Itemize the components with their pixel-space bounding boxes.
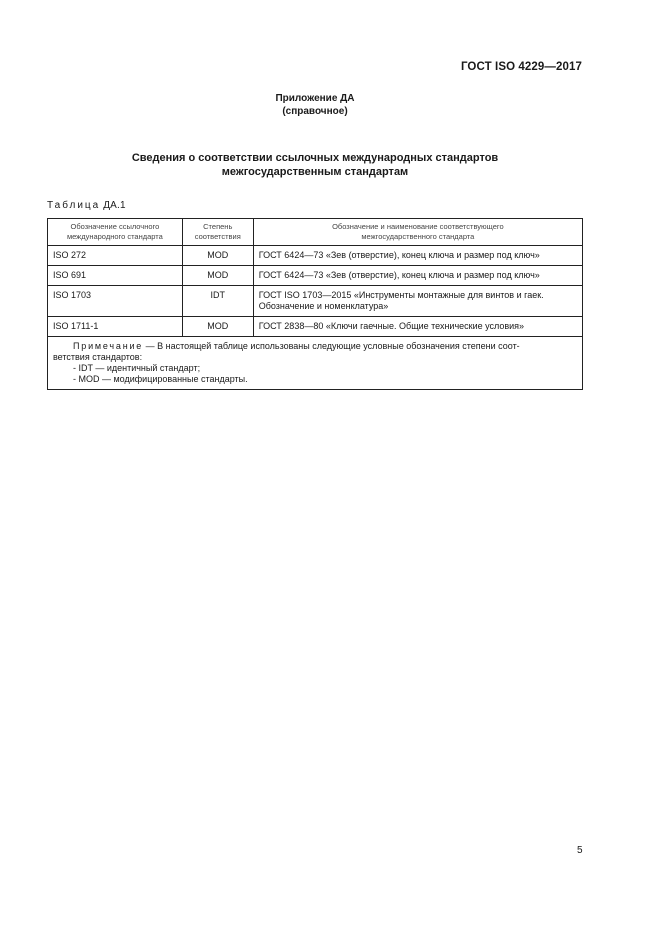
annex-type: (справочное) (282, 106, 348, 117)
document-code: ГОСТ ISO 4229—2017 (460, 61, 582, 73)
note-item-idt: - IDT — идентичный стандарт; (73, 363, 201, 373)
annex-heading (0, 92, 630, 118)
table-note (48, 337, 583, 390)
cell-name: ГОСТ 6424—73 «Зев (отверстие), конец ключа и размер под ключ» (253, 266, 582, 286)
table-row (48, 286, 583, 317)
table-caption-number: ДА.1 (103, 200, 126, 211)
section-title-line2: межгосударственным стандартам (221, 166, 409, 178)
note-item-mod: - MOD — модифицированные стандарты. (73, 374, 248, 384)
cell-ref: ISO 1711-1 (48, 317, 183, 337)
table-row (48, 246, 583, 266)
section-title-line1: Сведения о соответствии ссылочных международных стандартов (131, 152, 499, 164)
note-text-line1: — В настоящей таблице использованы следующие условные обозначения степени соот- (143, 341, 520, 351)
cell-name: ГОСТ 2838—80 «Ключи гаечные. Общие технические условия» (253, 317, 582, 337)
note-label: Примечание (73, 341, 144, 351)
table-header-row (48, 219, 583, 246)
page-number: 5 (577, 845, 583, 856)
correspondence-table (47, 218, 583, 390)
table-caption-prefix: Таблица (47, 200, 101, 211)
note-text-line2: ветствия стандартов: (53, 352, 143, 362)
cell-degree: MOD (182, 246, 253, 266)
cell-degree: MOD (182, 266, 253, 286)
table-caption (47, 200, 126, 211)
cell-ref: ISO 272 (48, 246, 183, 266)
section-title (0, 151, 630, 179)
header-interstate-standard: Обозначение и наименование соответствующего межгосударственного стандарта (253, 219, 582, 246)
table-row (48, 317, 583, 337)
cell-ref: ISO 1703 (48, 286, 183, 317)
annex-title: Приложение ДА (275, 93, 355, 104)
table-row (48, 266, 583, 286)
cell-degree: IDT (182, 286, 253, 317)
cell-ref: ISO 691 (48, 266, 183, 286)
header-degree: Степень соответствия (182, 219, 253, 246)
cell-name: ГОСТ ISO 1703—2015 «Инструменты монтажные для винтов и гаек. Обозначение и номенклатура» (253, 286, 582, 317)
cell-degree: MOD (182, 317, 253, 337)
cell-name: ГОСТ 6424—73 «Зев (отверстие), конец ключа и размер под ключ» (253, 246, 582, 266)
table-note-row (48, 337, 583, 390)
header-ref-standard: Обозначение ссылочного международного стандарта (48, 219, 183, 246)
